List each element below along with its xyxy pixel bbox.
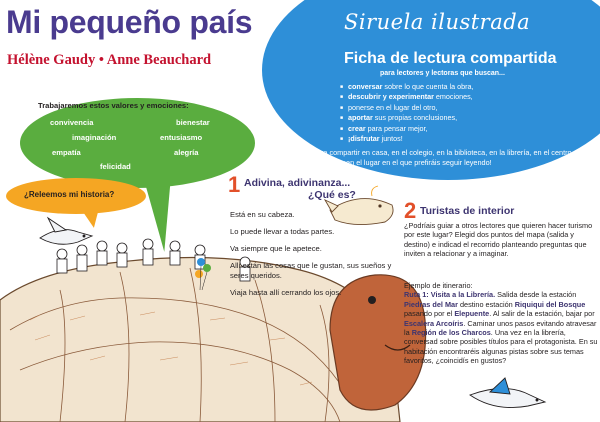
goal-item: ■ descubrir y experimentar emociones, (340, 92, 474, 102)
sheet-subtitle: para lectores y lectoras que buscan... (380, 70, 505, 77)
values-heading: Trabajaremos estos valores y emociones: (38, 101, 189, 110)
flying-bird-right (470, 378, 545, 408)
goal-item: ■ ponerse en el lugar del otro, (340, 103, 474, 113)
value-word: bienestar (176, 118, 210, 127)
riddle-text (230, 210, 395, 305)
section-1-number: 1 (228, 172, 241, 197)
section-2-intro: ¿Podríais guiar a otros lectores que quieren hacer turismo por este lugar? Elegid dos puntos del mapa (salida y destino) e indicad el recorrido planteando preguntas que inviten a relacionar y a imaginar. (404, 221, 593, 259)
reread-question: ¿Releemos mi historia? (24, 190, 115, 199)
goal-item: ■ crear para pensar mejor, (340, 124, 474, 134)
book-title: Mi pequeño país (6, 4, 253, 40)
section-2-title: Turistas de interior (420, 205, 515, 217)
riddle-line: Allí están las cosas que le gustan, sus sueños y seres queridos. (230, 261, 392, 280)
book-authors: Hélène Gaudy • Anne Beauchard (7, 52, 212, 68)
goal-item: ■ aportar sus propias conclusiones, (340, 113, 474, 123)
value-word: convivencia (50, 118, 94, 127)
share-text: Para compartir en casa, en el colegio, en la biblioteca, en la librería, en el centro cultural... ¡en el lugar en el que prefiráis seguir leyendo! (312, 148, 572, 167)
values-bubble (20, 98, 255, 188)
value-word: alegría (174, 148, 199, 157)
sheet-title: Ficha de lectura compartida (344, 50, 557, 67)
goal-item: ■ conversar sobre lo que cuenta la obra, (340, 82, 474, 92)
section-2-number: 2 (404, 198, 417, 223)
publisher-logo: Siruela ilustrada (344, 10, 531, 34)
riddle-line: Lo puede llevar a todas partes. (230, 227, 335, 236)
itinerary-label: Ejemplo de itinerario: (404, 281, 473, 290)
value-word: entusiasmo (160, 133, 203, 142)
goal-item: ■ ¡disfrutar juntos! (340, 134, 474, 144)
value-word: empatía (52, 148, 81, 157)
itinerary-example (404, 281, 598, 366)
itinerary-route: Ruta 1: Visita a la Librería. Salida desde la estación Piedras del Mar destino estación Riquiqui del Bosque pasando por el Elepuente. Al salir de la estación, bajar por Escalera Arcoíris. Caminar unos pasos evitando atravesar la Región de los Charcos. Una vez en la librería, conversad sobre posibles títulos para el protagonista. En su habitación encontraréis algunas pistas sobre sus temas favoritos, ¿coincidís en gustos? (404, 290, 598, 366)
value-word: imaginación (72, 133, 117, 142)
value-word: felicidad (100, 162, 131, 171)
riddle-line: Va siempre que le apetece. (230, 244, 322, 253)
goals-list (340, 82, 474, 144)
section-1-title: Adivina, adivinanza... ¿Qué es? (244, 177, 356, 201)
riddle-line: Está en su cabeza. (230, 210, 295, 219)
riddle-line: Viaja hasta allí cerrando los ojos. (230, 288, 342, 297)
